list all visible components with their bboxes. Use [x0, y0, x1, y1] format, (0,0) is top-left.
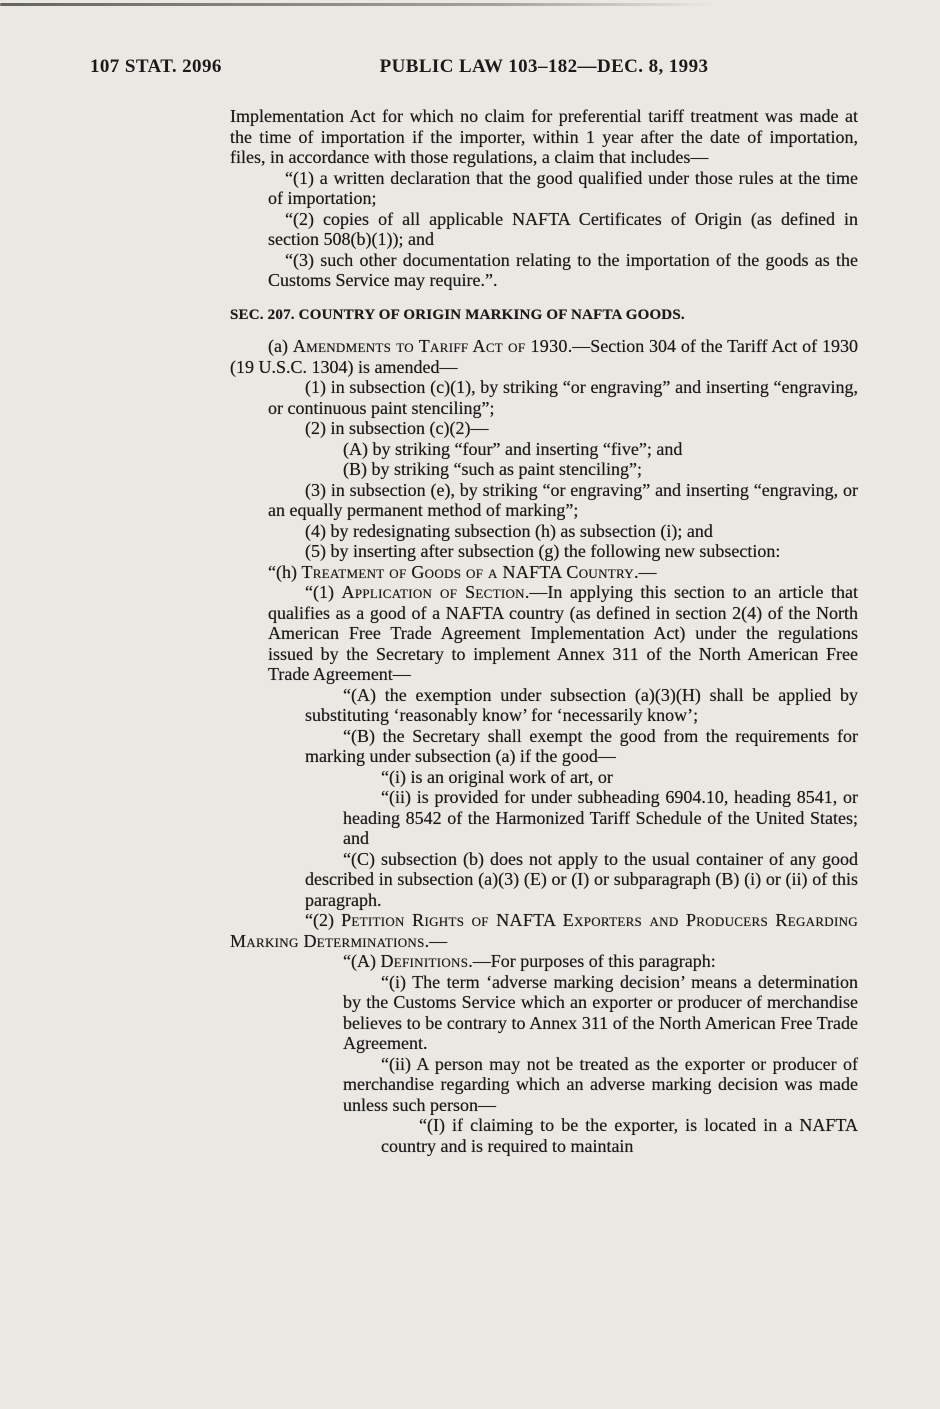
text-run: (2) in subsection (c)(2)—	[305, 418, 489, 438]
paragraph	[230, 480, 858, 521]
text-run: “(1)	[305, 582, 342, 602]
text-run: “(1) a written declaration that the good qualified under those rules at the time of importation;	[268, 167, 858, 208]
text-run: (4) by redesignating subsection (h) as subsection (i); and	[305, 520, 713, 541]
text-run: (5) by inserting after subsection (g) the following new subsection:	[305, 541, 781, 561]
text-run: Implementation Act for which no claim for preferential tariff treatment was made at the time of importation if the importer, within 1 year after the date of importation, files, in accordance with those regulations, a claim that includes—	[230, 106, 858, 167]
paragraph	[230, 377, 858, 418]
paragraph	[230, 726, 858, 767]
paragraph	[230, 1115, 858, 1156]
text-run: “(3) such other documentation relating to the importation of the goods as the Customs Service may require.”.	[268, 249, 858, 290]
paragraph	[230, 562, 858, 583]
paragraph	[230, 418, 858, 439]
text-run: “(ii) is provided for under subheading 6904.10, heading 8541, or heading 8542 of the Harmonized Tariff Schedule of the United States; and	[343, 787, 858, 848]
text-run: “(C) subsection (b) does not apply to the usual container of any good described in subsection (a)(3) (E) or (I) or subparagraph (B) (i) or (ii) of this paragraph.	[305, 848, 858, 910]
paragraph	[230, 541, 858, 562]
text-run: (a)	[268, 336, 293, 356]
paragraph	[230, 439, 858, 460]
text-run: “(2)	[305, 910, 342, 930]
section-heading	[230, 305, 858, 326]
stat-page-number: 107 STAT. 2096	[90, 56, 222, 77]
paragraph	[230, 910, 858, 951]
text-run: (1) in subsection (c)(1), by striking “or engraving” and inserting “engraving, or continuous paint stenciling”;	[268, 377, 858, 418]
text-run: .—Section 304 of the Tariff Act of 1930 (19 U.S.C. 1304) is amended—	[230, 336, 858, 377]
paragraph	[230, 767, 858, 788]
small-caps-run: Definitions	[380, 951, 469, 971]
paragraph	[230, 849, 858, 911]
text-run: “(I) if claiming to be the exporter, is located in a NAFTA country and is required to maintain	[381, 1115, 858, 1156]
text-run: .—In applying this section to an article that qualifies as a good of a NAFTA country (as defined in section 2(4) of the North American Free Trade Agreement Implementation Act) under the regulations issued by the Secretary to implement Annex 311 of the North American Free Trade Agreement—	[268, 582, 858, 684]
text-run: (A) by striking “four” and inserting “five”; and	[343, 438, 683, 459]
paragraph	[230, 521, 858, 542]
paragraph	[230, 972, 858, 1054]
paragraph	[230, 685, 858, 726]
text-run: “(A)	[343, 951, 381, 971]
text-run: “(h)	[268, 561, 302, 582]
text-run: .—For purposes of this paragraph:	[468, 951, 716, 971]
text-run: (3) in subsection (e), by striking “or engraving” and inserting “engraving, or an equally permanent method of marking”;	[268, 479, 858, 520]
text-run: .—	[633, 561, 657, 582]
paragraph	[230, 787, 858, 849]
text-run: SEC. 207. COUNTRY OF ORIGIN MARKING OF NAFTA GOODS.	[230, 306, 685, 323]
text-run: (B) by striking “such as paint stenciling”;	[343, 459, 642, 479]
paragraph	[230, 582, 858, 685]
text-run: “(i) The term ‘adverse marking decision’ means a determination by the Customs Service which an exporter or producer of merchandise believes to be contrary to Annex 311 of the North American Free Trade Agreement.	[343, 971, 858, 1053]
paragraph	[230, 1054, 858, 1116]
public-law-title: PUBLIC LAW 103–182—DEC. 8, 1993	[379, 56, 709, 77]
text-run: “(A) the exemption under subsection (a)(3)(H) shall be applied by substituting ‘reasonably know’ for ‘necessarily know’;	[305, 684, 858, 725]
paragraph	[230, 168, 858, 209]
small-caps-run: Application of Section	[341, 582, 525, 602]
small-caps-run: Treatment of Goods of a NAFTA Country	[301, 561, 634, 582]
small-caps-run: Amendments to Tariff Act of 1930	[292, 336, 568, 356]
paragraph	[230, 336, 858, 377]
text-run: “(B) the Secretary shall exempt the good from the requirements for marking under subsection (a) if the good—	[305, 725, 858, 766]
text-run: “(ii) A person may not be treated as the exporter or producer of merchandise regarding which an adverse marking decision was made unless such person—	[343, 1053, 858, 1115]
small-caps-run: Petition Rights of NAFTA Exporters and Producers Regarding Marking Determinations	[230, 910, 858, 951]
paragraph	[230, 209, 858, 250]
text-run: .—	[424, 930, 448, 951]
paragraph	[230, 951, 858, 972]
text-run: “(i) is an original work of art, or	[381, 766, 613, 787]
scan-artifact-line	[0, 3, 715, 6]
document-body	[230, 106, 858, 1156]
text-run: “(2) copies of all applicable NAFTA Certificates of Origin (as defined in section 508(b)(1)); and	[268, 208, 858, 249]
paragraph	[230, 459, 858, 480]
paragraph	[230, 106, 858, 168]
paragraph	[230, 250, 858, 291]
